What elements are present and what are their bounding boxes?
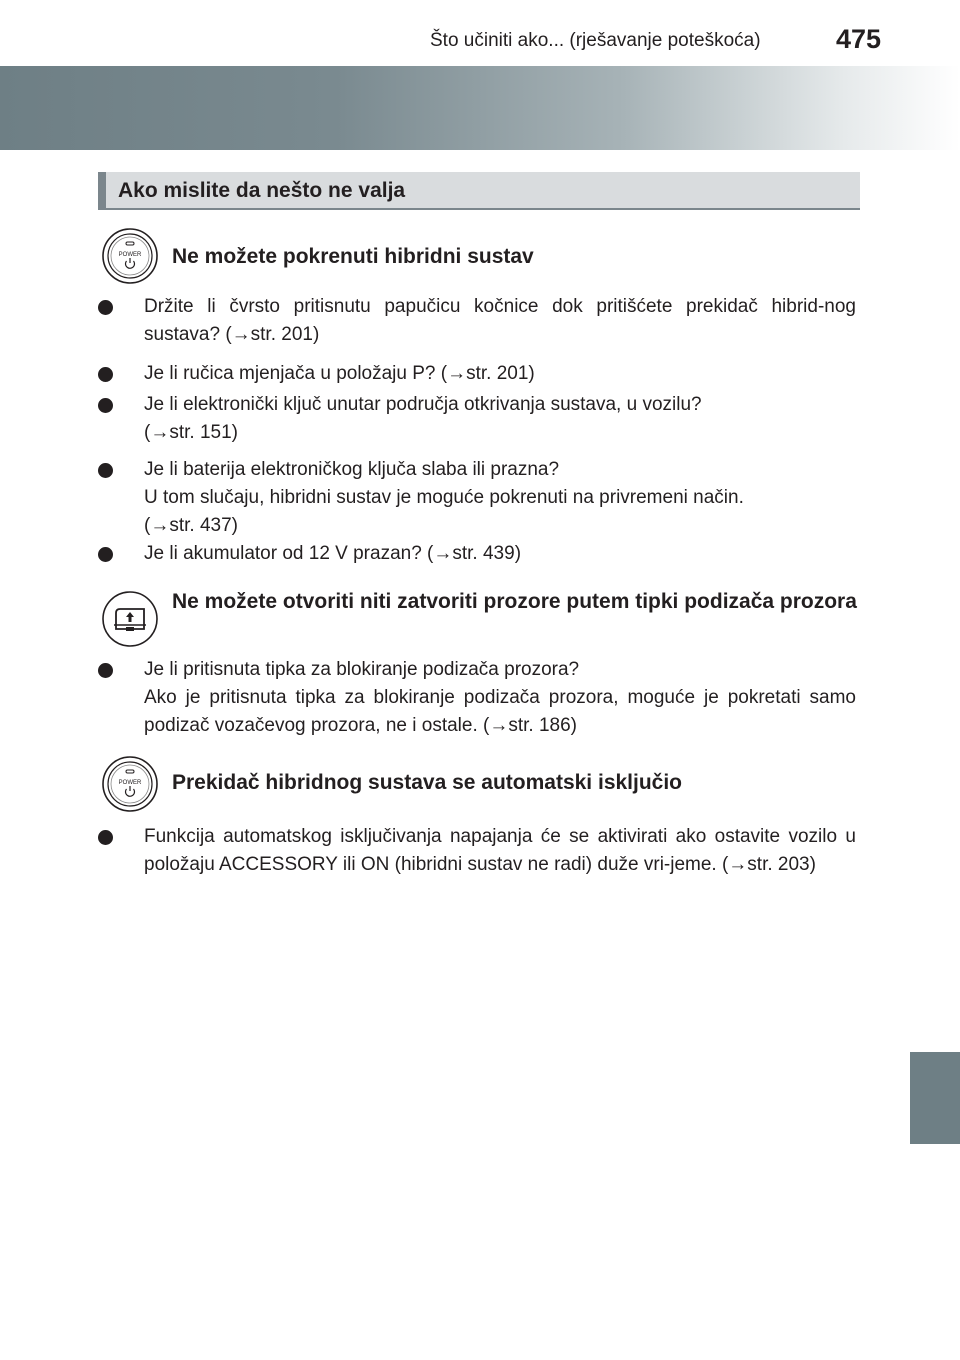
list-item	[98, 540, 856, 568]
bullet-dot	[98, 830, 113, 845]
bullet-text: (→str. 151)	[144, 422, 238, 443]
block-title: Ne možete otvoriti niti zatvoriti prozore putem tipki podizača prozora	[172, 590, 857, 613]
block-title: Prekidač hibridnog sustava se automatski isključio	[172, 771, 683, 794]
header-band	[0, 66, 960, 150]
bullet-text: U tom slučaju, hibridni sustav je moguće pokrenuti na privremeni način.	[144, 487, 744, 508]
list-item	[98, 293, 856, 349]
bullet-dot	[98, 663, 113, 678]
bullet-text: (→str. 437)	[144, 515, 238, 536]
bullet-dot	[98, 547, 113, 562]
bullet-text: Je li elektronički ključ unutar područja otkrivanja sustava, u vozilu?	[144, 394, 702, 415]
section-heading-text: Ako mislite da nešto ne valja	[118, 179, 406, 202]
chapter-tab	[910, 1052, 960, 1144]
running-header-title: Što učiniti ako... (rješavanje poteškoća)	[430, 30, 761, 51]
bullet-dot	[98, 300, 113, 315]
bullet-text: Je li pritisnuta tipka za blokiranje podizača prozora?	[144, 659, 580, 680]
bullet-text: Je li baterija elektroničkog ključa slaba ili prazna?	[144, 459, 560, 480]
bullet-text: Ako je pritisnuta tipka za blokiranje podizača prozora, moguće je pokretati samo podizač vozačevog prozora, ne i ostale. (→str. 186)	[144, 687, 856, 736]
window-switch-icon	[102, 591, 158, 647]
bullet-text: Je li akumulator od 12 V prazan? (→str. 439)	[144, 543, 522, 564]
list-item	[98, 360, 856, 388]
power-button-icon	[102, 228, 158, 284]
block-title: Ne možete pokrenuti hibridni sustav	[172, 245, 534, 268]
page-number: 475	[836, 24, 882, 54]
power-button-icon	[102, 756, 158, 812]
bullet-text: Je li ručica mjenjača u položaju P? (→str. 201)	[144, 363, 535, 384]
section-heading	[98, 172, 860, 210]
bullet-text: Držite li čvrsto pritisnutu papučicu kočnice dok pritišćete prekidač hibrid-nog sustava? (→str. 201)	[144, 296, 856, 345]
power-label: POWER	[118, 780, 142, 786]
bullet-dot	[98, 398, 113, 413]
bullet-dot	[98, 367, 113, 382]
bullet-text: Funkcija automatskog isključivanja napajanja će se aktivirati ako ostavite vozilo u položaju ACCESSORY ili ON (hibridni sustav ne radi) duže vri-jeme. (→str. 203)	[144, 826, 856, 875]
power-label: POWER	[118, 252, 142, 258]
list-item	[98, 656, 856, 740]
list-item	[98, 456, 856, 540]
bullet-dot	[98, 463, 113, 478]
list-item	[98, 823, 856, 879]
list-item	[98, 391, 856, 447]
